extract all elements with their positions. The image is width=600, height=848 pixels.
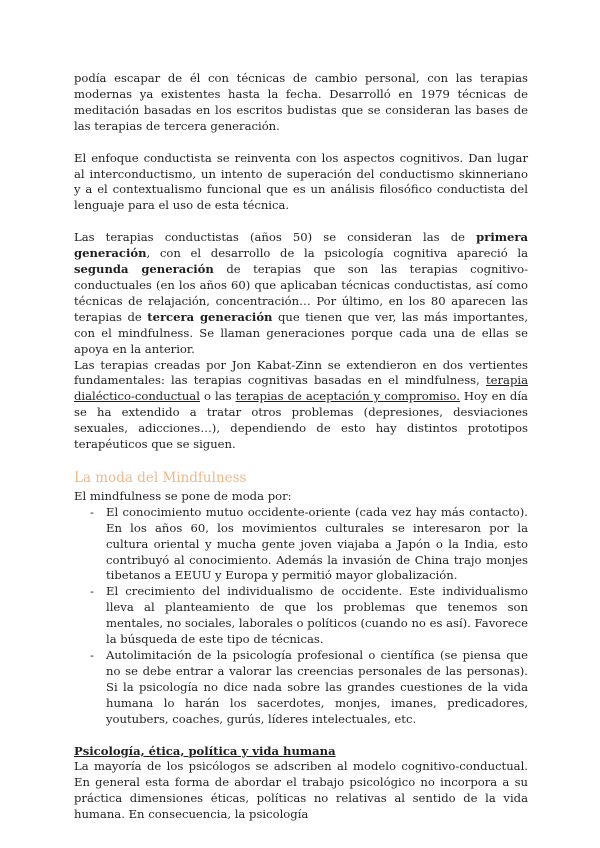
bold-second-generation: segunda generación <box>74 262 214 277</box>
text-span: Las terapias creadas por Jon Kabat-Zinn se extendieron en dos vertientes fundamentales: las terapias cognitivas basadas en el mindfulness, <box>74 357 528 388</box>
list-item <box>74 648 528 728</box>
text-span: Hoy en día se ha extendido a tratar otros problemas (depresiones, desviaciones sexuales, adicciones…), dependiendo de esto hay distintos prototipos terapéuticos que se siguen. <box>74 389 528 452</box>
list-item <box>74 505 528 585</box>
underlined-dialectical-therapy: terapia dialéctico-conductual <box>74 373 528 404</box>
dash-bullet: - <box>90 584 94 599</box>
section-heading-mindfulness-trend: La moda del Mindfulness <box>74 469 247 486</box>
underlined-acceptance-therapy: terapias de aceptación y compromiso. <box>235 389 460 404</box>
paragraph-cognitive-behavioral-model: La mayoría de los psicólogos se adscriben al modelo cognitivo-conductual. En general esta forma de abordar el trabajo psicológico no incorpora a su práctica dimensiones éticas, políticas no relativas al sentido de la vida humana. En consecuencia, la psicología <box>74 759 528 822</box>
paragraph-therapy-branches <box>74 358 528 453</box>
bold-third-generation: tercera generación <box>147 309 273 324</box>
text-span: Las terapias conductistas (años 50) se consideran las de <box>74 230 477 245</box>
list-item <box>74 584 528 648</box>
paragraph-kabat-zinn-origins: podía escapar de él con técnicas de cambio personal, con las terapias modernas ya existentes hasta la fecha. Desarrolló en 1979 técnicas de meditación basadas en los escritos budistas que se consideran las bases de las terapias de tercera generación. <box>74 71 528 133</box>
text-span: o las <box>199 389 236 404</box>
subsection-heading-psychology-ethics: Psicología, ética, política y vida humana <box>74 743 336 758</box>
list-item-text: El crecimiento del individualismo de occidente. Este individualismo lleva al planteamiento de que los problemas que tenemos son mentales, no sociales, laborales o políticos (cuando no es así). Favorece la búsqueda de este tipo de técnicas. <box>106 584 528 647</box>
bold-first-generation: primera generación <box>74 230 528 261</box>
list-item-text: Autolimitación de la psicología profesional o científica (se piensa que no se debe entrar a valorar las creencias personales de las personas). Si la psicología no dice nada sobre las grandes cuestiones de la vida humana lo harán los sacerdotes, monjes, imanes, predicadores, youtubers, coaches, gurús, líderes intelectuales, etc. <box>106 648 528 726</box>
paragraph-cognitive-approach: El enfoque conductista se reinventa con los aspectos cognitivos. Dan lugar al interconductismo, un intento de superación del conductismo skinneriano y a el contextualismo funcional que es un análisis filosófico conductista del lenguaje para el uso de esta técnica. <box>74 150 528 213</box>
dash-bullet: - <box>90 504 94 519</box>
paragraph-intro: El mindfulness se pone de moda por: <box>74 488 292 503</box>
text-span: , con el desarrollo de la psicología cognitiva apareció la <box>146 246 528 261</box>
text-span: de terapias que son las terapias cognitivo-conductuales (en los años 60) que aplicaban técnicas conductistas, así como técnicas de relajación, concentración… Por último, en los 80 aparecen las terapias de <box>74 262 528 324</box>
paragraph-therapy-generations <box>74 230 528 357</box>
dash-bullet: - <box>90 648 94 662</box>
bullet-list <box>74 505 528 728</box>
list-item-text: El conocimiento mutuo occidente-oriente (cada vez hay más contacto). En los años 60, los movimientos culturales se interesaron por la cultura oriental y mucha gente joven viajaba a Japón o la India, esto contribuyó al conocimiento. Además la invasión de China trajo monjes tibetanos a EEUU y Europa y permitió mayor globalización. <box>106 504 528 583</box>
text-span: que tienen que ver, las más importantes, con el mindfulness. Se llaman generaciones porque cada una de ellas se apoya en la anterior. <box>74 309 528 356</box>
